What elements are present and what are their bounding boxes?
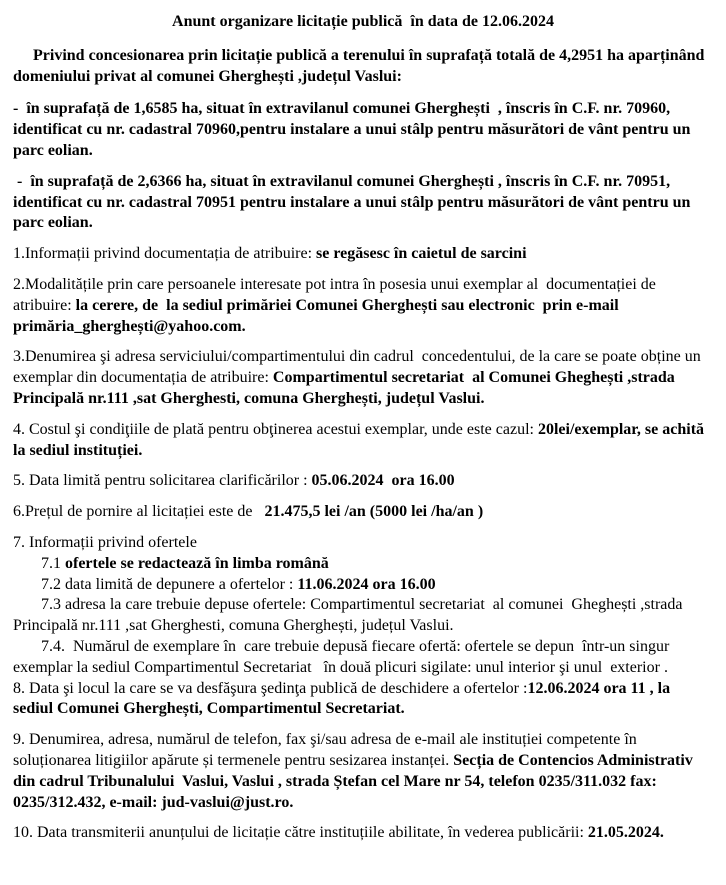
text-run: 7.4. Numărul de exemplare în care trebuie depusă fiecare ofertă: ofertele se depun într-un singur exemplar la sediul Compartimentul Secretariat în două plicuri sigilate: unul interior şi unul exterior . bbox=[13, 637, 674, 676]
text-run: 12.06.2024 ora 11 , la sediul Comunei Gherghești, Compartimentul Secretariat. bbox=[13, 679, 675, 718]
text-run: - în suprafață de 2,6366 ha, situat în extravilanul comunei Gherghești , înscris în C.F. nr. 70951, identificat cu nr. cadastral 70951 pentru instalare a unui stâlp pentru măsurători de vânt pentru un parc eolian. bbox=[13, 172, 695, 232]
paragraph-item-9 bbox=[13, 730, 713, 813]
text-run: 3.Denumirea şi adresa serviciului/compartimentului din cadrul concedentului, de la care se poate obține un exemplar din documentația de atribuire: bbox=[13, 348, 705, 387]
text-run: 7. Informații privind ofertele bbox=[13, 533, 197, 551]
paragraph-item-6 bbox=[13, 502, 713, 523]
paragraph-item-7-4 bbox=[13, 637, 713, 679]
text-run: Privind concesionarea prin licitație publică a terenului în suprafață totală de 4,2951 ha aparținând domeniului privat al comunei Gherghești ,județul Vaslui: bbox=[13, 46, 709, 85]
paragraph-item-7-3 bbox=[13, 595, 713, 637]
document-body bbox=[13, 46, 713, 844]
paragraph-item-1 bbox=[13, 244, 713, 265]
text-run: 11.06.2024 ora 16.00 bbox=[297, 575, 436, 593]
text-run: la cerere, de la sediul primăriei Comunei Gherghești sau electronic prin e-mail primăria_gherghești@yahoo.com. bbox=[13, 296, 623, 335]
paragraph-item-4 bbox=[13, 420, 713, 462]
paragraph-bullet-1 bbox=[13, 99, 713, 161]
text-run: 1.Informații privind documentația de atribuire: bbox=[13, 245, 317, 263]
text-run: ofertele se redactează în limba română bbox=[65, 554, 329, 572]
text-run: 4. Costul şi condiţiile de plată pentru obţinerea acestui exemplar, unde este cazul: bbox=[13, 420, 538, 438]
text-run: 7.1 bbox=[41, 554, 65, 572]
text-run: 21.05.2024. bbox=[587, 824, 664, 842]
text-run: 5. Data limită pentru solicitarea clarificărilor : bbox=[13, 472, 312, 490]
text-run: 6.Prețul de pornire al licitației este de bbox=[13, 503, 265, 521]
text-run: Compartimentul secretariat al Comunei Gheghești ,strada Principală nr.111 ,sat Gherghesti, comuna Gherghești, județul Vaslui. bbox=[13, 369, 679, 407]
paragraph-item-7 bbox=[13, 533, 713, 554]
paragraph-item-7-2 bbox=[13, 575, 713, 596]
text-run: 7.3 adresa la care trebuie depuse ofertele: Compartimentul secretariat al comunei Gheghești ,strada Principală nr.111 ,sat Gherghesti, comuna Gherghești, județul Vaslui. bbox=[13, 596, 687, 635]
paragraph-item-10 bbox=[13, 823, 713, 844]
paragraph-bullet-2 bbox=[13, 172, 713, 234]
paragraph-item-2 bbox=[13, 275, 713, 337]
paragraph-item-5 bbox=[13, 471, 713, 492]
text-run: 7.2 data limită de depunere a ofertelor : bbox=[41, 575, 298, 593]
text-run: 21.475,5 lei /an (5000 lei /ha/an ) bbox=[264, 503, 484, 521]
text-run: 10. Data transmiterii anunțului de licitație către instituțiile abilitate, în vederea publicării: bbox=[13, 824, 588, 842]
text-run: 9. Denumirea, adresa, numărul de telefon, fax şi/sau adresa de e-mail ale instituției competente în soluționarea litigiilor apărute și termenele pentru sesizarea instanței. bbox=[13, 731, 641, 769]
text-run: se regăsesc în caietul de sarcini bbox=[316, 245, 527, 263]
text-run: Secția de Contencios Administrativ din cadrul Tribunalului Vaslui, Vaslui , strada Ștefan cel Mare nr 54, telefon 0235/311.032 fax: 0235/312.432, e-mail: jud-vaslui@just.ro. bbox=[13, 751, 697, 811]
paragraph-item-8 bbox=[13, 679, 713, 721]
text-run: 20lei/exemplar, se achită la sediul instituției. bbox=[13, 420, 709, 459]
paragraph-intro bbox=[13, 46, 713, 88]
paragraph-item-7-1 bbox=[13, 554, 713, 575]
paragraph-item-3 bbox=[13, 347, 713, 409]
text-run: 05.06.2024 ora 16.00 bbox=[311, 472, 455, 490]
document-title: Anunt organizare licitație publică în data de 12.06.2024 bbox=[172, 13, 554, 30]
text-run: 2.Modalitățile prin care persoanele interesate pot intra în posesia unui exemplar al documentației de atribuire: bbox=[13, 275, 660, 314]
text-run: - în suprafață de 1,6585 ha, situat în extravilanul comunei Gherghești , înscris în C.F. nr. 70960, identificat cu nr. cadastral 70960,pentru instalare a unui stâlp pentru măsurători de vânt pentru un parc eolian. bbox=[13, 100, 695, 159]
text-run: 8. Data şi locul la care se va desfăşura şedinţa publică de deschidere a ofertelor : bbox=[13, 679, 528, 697]
